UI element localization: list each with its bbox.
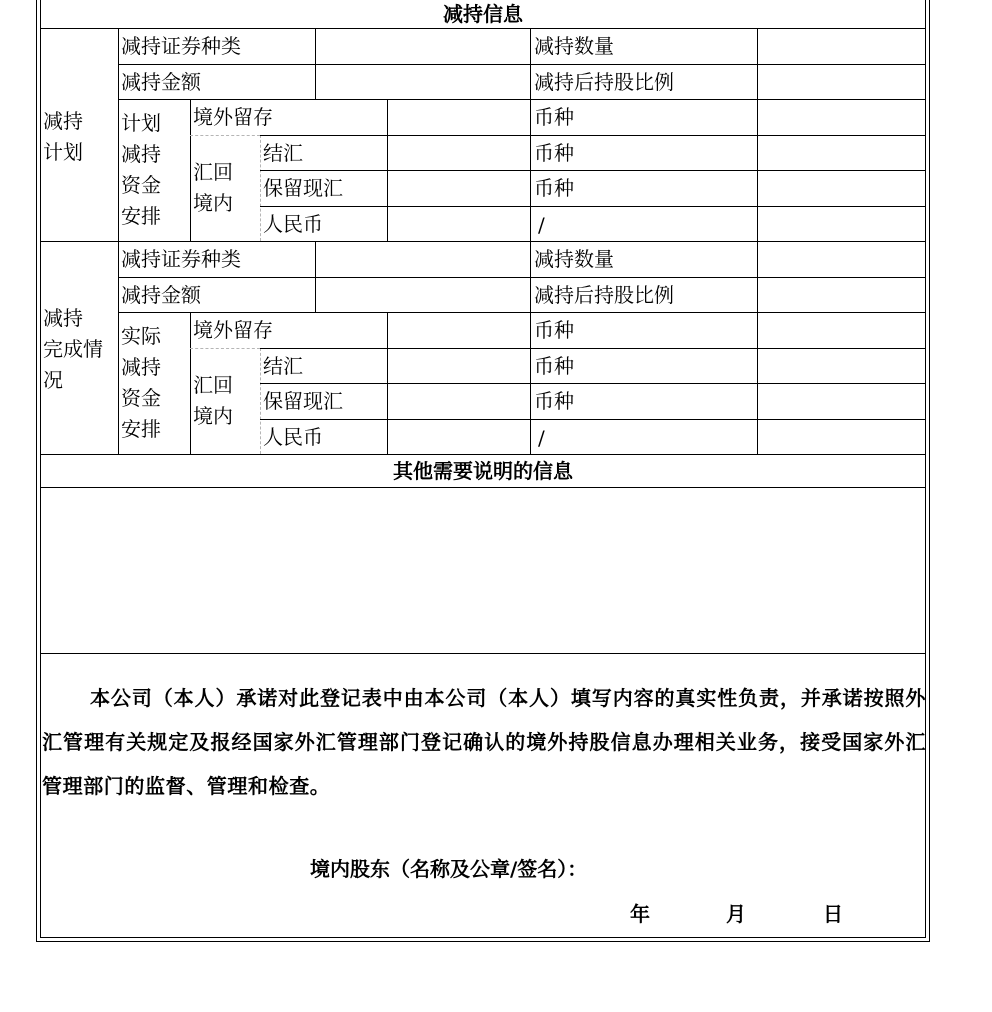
completion-side-label: 减持 完成情 况 xyxy=(43,306,103,392)
divider xyxy=(190,348,260,349)
completion-currency-label-3: 币种 xyxy=(534,389,574,413)
divider xyxy=(260,135,926,136)
plan-ratio-value[interactable] xyxy=(759,66,925,98)
completion-currency-value-1[interactable] xyxy=(759,314,925,347)
completion-securities-type-label: 减持证券种类 xyxy=(121,247,241,271)
plan-slash: / xyxy=(538,213,545,237)
reduction-info-title: 减持信息 xyxy=(443,2,523,26)
divider xyxy=(118,312,926,313)
other-info-content[interactable] xyxy=(42,489,924,651)
completion-funds-label: 实际 减持 资金 安排 xyxy=(121,324,161,441)
plan-ratio-label: 减持后持股比例 xyxy=(534,70,674,94)
completion-settlement-label: 结汇 xyxy=(263,354,303,378)
divider xyxy=(40,28,926,29)
date-day-label: 日 xyxy=(823,902,843,926)
plan-funds-label: 计划 减持 资金 安排 xyxy=(121,111,161,228)
completion-currency-label-2: 币种 xyxy=(534,354,574,378)
completion-currency-label-1: 币种 xyxy=(534,318,574,342)
plan-amount-label: 减持金额 xyxy=(121,70,201,94)
completion-settlement-value[interactable] xyxy=(389,350,528,382)
divider xyxy=(118,99,926,100)
divider xyxy=(190,135,260,136)
completion-quantity-label: 减持数量 xyxy=(534,247,614,271)
divider xyxy=(118,64,926,65)
divider xyxy=(260,206,926,207)
completion-ratio-label: 减持后持股比例 xyxy=(534,283,674,307)
plan-rmb-extra-value[interactable] xyxy=(759,208,925,240)
divider xyxy=(40,241,926,242)
completion-remit-label: 汇回 境内 xyxy=(193,373,233,428)
divider xyxy=(190,312,191,454)
divider xyxy=(40,653,926,654)
date-month-label: 月 xyxy=(726,902,746,926)
plan-currency-label-1: 币种 xyxy=(534,105,574,129)
signature-label: 境内股东（名称及公章/签名）： xyxy=(310,857,588,881)
plan-settlement-label: 结汇 xyxy=(263,141,303,165)
completion-currency-value-2[interactable] xyxy=(759,350,925,382)
completion-rmb-label: 人民币 xyxy=(263,425,323,449)
completion-quantity-value[interactable] xyxy=(759,243,925,276)
other-info-title: 其他需要说明的信息 xyxy=(393,459,573,483)
completion-ratio-value[interactable] xyxy=(759,279,925,311)
plan-currency-value-1[interactable] xyxy=(759,101,925,134)
date-year-label: 年 xyxy=(630,902,650,926)
completion-retain-fx-value[interactable] xyxy=(389,385,528,418)
plan-currency-label-2: 币种 xyxy=(534,141,574,165)
completion-currency-value-3[interactable] xyxy=(759,385,925,418)
plan-securities-type-label: 减持证券种类 xyxy=(121,34,241,58)
plan-retain-fx-label: 保留现汇 xyxy=(263,176,343,200)
divider xyxy=(260,348,261,454)
plan-remit-label: 汇回 境内 xyxy=(193,160,233,215)
divider xyxy=(260,135,261,241)
divider xyxy=(40,487,926,488)
plan-securities-type-value[interactable] xyxy=(317,30,528,63)
divider xyxy=(260,419,926,420)
plan-quantity-value[interactable] xyxy=(759,30,925,63)
plan-settlement-value[interactable] xyxy=(389,137,528,169)
completion-securities-type-value[interactable] xyxy=(317,243,528,276)
plan-retain-fx-value[interactable] xyxy=(389,172,528,205)
plan-currency-label-3: 币种 xyxy=(534,176,574,200)
completion-rmb-extra-value[interactable] xyxy=(759,421,925,453)
divider xyxy=(260,383,926,384)
plan-rmb-value[interactable] xyxy=(389,208,528,240)
plan-overseas-retained-label: 境外留存 xyxy=(193,105,273,129)
divider xyxy=(260,170,926,171)
divider xyxy=(118,277,926,278)
plan-overseas-retained-value[interactable] xyxy=(389,101,528,134)
completion-slash: / xyxy=(538,426,545,450)
plan-rmb-label: 人民币 xyxy=(263,212,323,236)
declaration-text: 本公司（本人）承诺对此登记表中由本公司（本人）填写内容的真实性负责，并承诺按照外汇管理有关规定及报经国家外汇管理部门登记确认的境外持股信息办理相关业务，接受国家外汇管理部门的监督、管理和检查。 xyxy=(42,686,926,798)
completion-retain-fx-label: 保留现汇 xyxy=(263,389,343,413)
plan-currency-value-3[interactable] xyxy=(759,172,925,205)
completion-amount-label: 减持金额 xyxy=(121,283,201,307)
divider xyxy=(40,454,926,455)
completion-overseas-retained-value[interactable] xyxy=(389,314,528,347)
divider xyxy=(190,99,191,241)
completion-rmb-value[interactable] xyxy=(389,421,528,453)
completion-overseas-retained-label: 境外留存 xyxy=(193,318,273,342)
plan-quantity-label: 减持数量 xyxy=(534,34,614,58)
divider xyxy=(260,348,926,349)
plan-side-label: 减持 计划 xyxy=(43,109,83,164)
completion-amount-value[interactable] xyxy=(317,279,528,311)
plan-amount-value[interactable] xyxy=(317,66,528,98)
plan-currency-value-2[interactable] xyxy=(759,137,925,169)
